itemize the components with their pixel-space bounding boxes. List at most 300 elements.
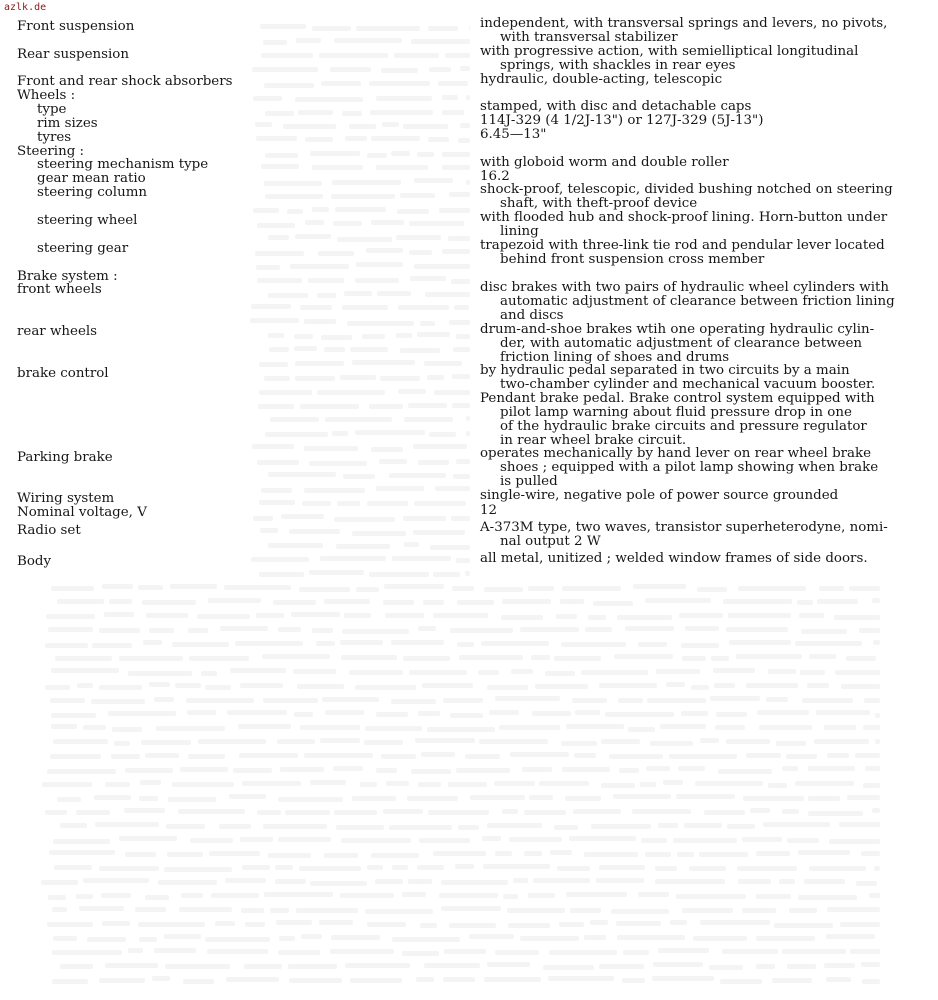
bleed-through-mark: [283, 124, 336, 129]
value-line: 16.2: [480, 169, 510, 184]
bleed-through-mark: [442, 95, 458, 100]
bleed-through-mark: [663, 780, 683, 785]
bleed-through-mark: [211, 893, 259, 898]
bleed-through-mark: [738, 586, 806, 591]
bleed-through-mark: [181, 893, 203, 898]
bleed-through-mark: [51, 713, 96, 718]
bleed-through-mark: [250, 318, 299, 323]
bleed-through-mark: [138, 585, 163, 590]
bleed-through-mark: [404, 542, 419, 547]
bleed-through-mark: [456, 334, 470, 339]
bleed-through-mark: [782, 809, 799, 814]
bleed-through-mark: [287, 209, 303, 214]
bleed-through-mark: [186, 698, 254, 703]
bleed-through-mark: [424, 963, 480, 968]
bleed-through-mark: [319, 53, 388, 58]
bleed-through-mark: [99, 978, 144, 983]
bleed-through-mark: [352, 531, 406, 536]
bleed-through-mark: [396, 235, 441, 240]
bleed-through-mark: [817, 599, 858, 604]
bleed-through-mark: [105, 963, 158, 968]
bleed-through-mark: [397, 209, 429, 214]
bleed-through-mark: [681, 711, 708, 716]
bleed-through-mark: [109, 599, 132, 604]
bleed-through-mark: [310, 881, 367, 886]
bleed-through-mark: [403, 516, 446, 521]
bleed-through-mark: [324, 853, 358, 858]
bleed-through-mark: [742, 908, 776, 913]
bleed-through-mark: [46, 614, 95, 619]
bleed-through-mark: [367, 153, 386, 158]
bleed-through-mark: [270, 908, 289, 913]
bleed-through-mark: [418, 460, 449, 465]
bleed-through-mark: [481, 641, 550, 646]
bleed-through-mark: [420, 923, 437, 928]
bleed-through-mark: [278, 627, 301, 632]
bleed-through-mark: [418, 782, 441, 787]
bleed-through-mark: [376, 486, 424, 491]
value-line: disc brakes with two pairs of hydraulic wheel cylinders with: [480, 280, 890, 295]
bleed-through-mark: [295, 376, 335, 381]
bleed-through-mark: [240, 837, 274, 842]
spec-value-steering-gear: [480, 239, 900, 267]
bleed-through-mark: [759, 725, 813, 730]
bleed-through-mark: [263, 824, 327, 829]
bleed-through-mark: [276, 920, 312, 925]
bleed-through-mark: [682, 656, 706, 661]
bleed-through-mark: [400, 348, 440, 353]
bleed-through-mark: [295, 234, 331, 239]
value-line: automatic adjustment of clearance between friction lining: [500, 294, 895, 309]
spec-label-steering-gear: steering gear: [37, 241, 129, 256]
bleed-through-mark: [402, 951, 440, 956]
bleed-through-mark: [460, 123, 470, 128]
bleed-through-mark: [444, 949, 486, 954]
value-line: with globoid worm and double roller: [480, 155, 729, 170]
bleed-through-mark: [41, 880, 78, 885]
bleed-through-mark: [226, 977, 279, 982]
bleed-through-mark: [95, 822, 159, 827]
bleed-through-mark: [391, 699, 436, 704]
bleed-through-mark: [333, 766, 364, 771]
bleed-through-mark: [428, 137, 449, 142]
bleed-through-mark: [550, 850, 572, 855]
bleed-through-mark: [465, 571, 470, 576]
bleed-through-mark: [865, 766, 880, 771]
bleed-through-mark: [291, 612, 340, 617]
bleed-through-mark: [641, 838, 667, 843]
bleed-through-mark: [807, 683, 829, 688]
bleed-through-mark: [501, 615, 542, 620]
value-line: of the hydraulic brake circuits and pressure regulator: [500, 419, 867, 434]
bleed-through-mark: [259, 362, 288, 367]
bleed-through-mark: [768, 783, 787, 788]
bleed-through-mark: [99, 685, 143, 690]
bleed-through-mark: [251, 557, 309, 562]
bleed-through-mark: [260, 528, 279, 533]
bleed-through-mark: [789, 908, 817, 913]
bleed-through-mark: [209, 851, 260, 856]
bleed-through-mark: [380, 376, 420, 381]
bleed-through-mark: [839, 822, 880, 827]
bleed-through-mark: [422, 683, 473, 688]
bleed-through-mark: [335, 207, 386, 212]
spec-value-rim-sizes: [480, 114, 900, 128]
bleed-through-mark: [711, 656, 729, 661]
bleed-through-mark: [565, 796, 601, 801]
bleed-through-mark: [700, 738, 719, 743]
bleed-through-mark: [520, 936, 579, 941]
bleed-through-mark: [457, 642, 475, 647]
bleed-through-mark: [183, 979, 214, 984]
bleed-through-mark: [356, 587, 379, 592]
bleed-through-mark: [356, 26, 419, 31]
bleed-through-mark: [259, 500, 295, 505]
bleed-through-mark: [510, 752, 569, 757]
bleed-through-mark: [841, 684, 880, 689]
bleed-through-mark: [362, 334, 385, 339]
bleed-through-mark: [417, 152, 434, 157]
bleed-through-mark: [774, 923, 833, 928]
bleed-through-mark: [695, 781, 763, 786]
bleed-through-mark: [652, 976, 714, 981]
bleed-through-mark: [699, 852, 747, 857]
bleed-through-mark: [613, 794, 671, 799]
bleed-through-mark: [114, 741, 130, 746]
bleed-through-mark: [829, 839, 880, 844]
bleed-through-mark: [360, 782, 377, 787]
bleed-through-mark: [465, 754, 500, 759]
bleed-through-mark: [139, 796, 158, 801]
bleed-through-mark: [124, 808, 165, 813]
bleed-through-mark: [531, 655, 551, 660]
bleed-through-mark: [466, 180, 470, 185]
bleed-through-mark: [149, 682, 170, 687]
value-line: is pulled: [500, 474, 558, 489]
bleed-through-mark: [341, 655, 397, 660]
bleed-through-mark: [369, 81, 430, 86]
bleed-through-mark: [427, 727, 495, 732]
bleed-through-mark: [808, 811, 862, 816]
bleed-through-mark: [305, 137, 333, 142]
bleed-through-mark: [756, 936, 815, 941]
bleed-through-mark: [92, 643, 132, 648]
bleed-through-mark: [415, 738, 474, 743]
bleed-through-mark: [220, 626, 268, 631]
bleed-through-mark: [593, 601, 634, 606]
bleed-through-mark: [317, 390, 385, 395]
bleed-through-mark: [355, 278, 399, 283]
bleed-through-mark: [235, 641, 303, 646]
bleed-through-mark: [76, 894, 93, 899]
bleed-through-mark: [524, 851, 541, 856]
bleed-through-mark: [539, 781, 589, 786]
bleed-through-mark: [614, 654, 673, 659]
bleed-through-mark: [872, 808, 880, 813]
bleed-through-mark: [484, 587, 523, 592]
spec-value-voltage: [480, 504, 900, 518]
bleed-through-mark: [229, 794, 267, 799]
spec-label-shock-absorbers: Front and rear shock absorbers: [17, 74, 233, 89]
bleed-through-mark: [746, 753, 781, 758]
bleed-through-mark: [605, 712, 674, 717]
bleed-through-mark: [802, 698, 853, 703]
bleed-through-mark: [679, 613, 723, 618]
bleed-through-mark: [384, 584, 444, 589]
bleed-through-mark: [573, 809, 621, 814]
bleed-through-mark: [94, 795, 131, 800]
bleed-through-mark: [746, 683, 797, 688]
bleed-through-mark: [601, 739, 639, 744]
bleed-through-mark: [400, 193, 435, 198]
bleed-through-mark: [48, 627, 93, 632]
bleed-through-mark: [356, 262, 403, 267]
bleed-through-mark: [416, 977, 435, 982]
bleed-through-mark: [673, 838, 737, 843]
bleed-through-mark: [371, 447, 403, 452]
bleed-through-mark: [826, 934, 875, 939]
bleed-through-mark: [175, 683, 200, 688]
bleed-through-mark: [257, 810, 281, 815]
bleed-through-mark: [766, 697, 788, 702]
bleed-through-mark: [670, 920, 687, 925]
bleed-through-mark: [697, 587, 727, 592]
spec-label-steering-heading: Steering :: [17, 144, 85, 159]
bleed-through-mark: [453, 347, 470, 352]
bleed-through-mark: [77, 683, 93, 688]
bleed-through-mark: [289, 978, 342, 983]
bleed-through-mark: [337, 237, 392, 242]
bleed-through-mark: [343, 474, 375, 479]
bleed-through-mark: [366, 248, 404, 253]
value-line: behind front suspension cross member: [500, 252, 765, 267]
bleed-through-mark: [389, 473, 446, 478]
bleed-through-mark: [693, 936, 747, 941]
bleed-through-mark: [125, 852, 156, 857]
spec-label-front-suspension: Front suspension: [17, 19, 135, 34]
bleed-through-mark: [392, 937, 460, 942]
bleed-through-mark: [383, 600, 414, 605]
value-line: der, with automatic adjustment of clearance between: [500, 336, 863, 351]
bleed-through-mark: [824, 725, 856, 730]
bleed-through-mark: [334, 517, 395, 522]
bleed-through-mark: [428, 26, 459, 31]
bleed-through-mark: [104, 612, 134, 617]
bleed-through-mark: [787, 838, 818, 843]
value-line: two-chamber cylinder and mechanical vacuum booster.: [500, 377, 876, 392]
bleed-through-mark: [83, 725, 106, 730]
bleed-through-mark: [556, 614, 577, 619]
bleed-through-mark: [383, 809, 423, 814]
bleed-through-mark: [575, 710, 601, 715]
bleed-through-mark: [225, 878, 265, 883]
bleed-through-mark: [872, 598, 880, 603]
bleed-through-mark: [414, 264, 470, 269]
bleed-through-mark: [367, 865, 384, 870]
bleed-through-mark: [801, 629, 847, 634]
bleed-through-mark: [149, 628, 174, 633]
bleed-through-mark: [503, 894, 518, 899]
bleed-through-mark: [207, 949, 268, 954]
bleed-through-mark: [873, 640, 880, 645]
bleed-through-mark: [261, 164, 299, 169]
bleed-through-mark: [457, 600, 494, 605]
bleed-through-mark: [350, 978, 402, 983]
bleed-through-mark: [487, 823, 542, 828]
bleed-through-mark: [108, 711, 177, 716]
bleed-through-mark: [156, 726, 225, 731]
bleed-through-mark: [418, 626, 437, 631]
bleed-through-mark: [638, 642, 667, 647]
spec-value-rear-suspension: [480, 45, 900, 73]
bleed-through-mark: [862, 979, 880, 984]
bleed-through-mark: [704, 810, 746, 815]
bleed-through-mark: [443, 698, 483, 703]
bleed-through-mark: [285, 810, 330, 815]
spec-label-body: Body: [17, 554, 52, 569]
bleed-through-mark: [409, 250, 431, 255]
bleed-through-mark: [187, 710, 216, 715]
bleed-through-mark: [252, 444, 294, 449]
bleed-through-mark: [79, 906, 124, 911]
bleed-through-mark: [522, 767, 552, 772]
bleed-through-mark: [418, 711, 440, 716]
bleed-through-mark: [253, 516, 273, 521]
bleed-through-mark: [442, 165, 470, 170]
bleed-through-mark: [660, 724, 707, 729]
bleed-through-mark: [658, 823, 678, 828]
bleed-through-mark: [198, 739, 266, 744]
value-line: and discs: [500, 308, 564, 323]
value-line: in rear wheel brake circuit.: [500, 433, 687, 448]
bleed-through-mark: [263, 40, 287, 45]
bleed-through-mark: [716, 712, 747, 717]
bleed-through-mark: [261, 53, 313, 58]
bleed-through-mark: [352, 796, 395, 801]
value-line: drum-and-shoe brakes wtih one operating hydraulic cylin-: [480, 322, 875, 337]
bleed-through-mark: [772, 978, 813, 983]
bleed-through-mark: [846, 656, 876, 661]
bleed-through-mark: [588, 615, 606, 620]
bleed-through-mark: [720, 979, 762, 984]
bleed-through-mark: [382, 122, 399, 127]
bleed-through-mark: [625, 626, 673, 631]
bleed-through-mark: [53, 936, 77, 941]
bleed-through-mark: [52, 979, 88, 984]
bleed-through-mark: [270, 417, 319, 422]
bleed-through-mark: [391, 151, 410, 156]
bleed-through-mark: [549, 950, 617, 955]
bleed-through-mark: [367, 922, 406, 927]
value-line: springs, with shackles in rear eyes: [500, 58, 736, 73]
bleed-through-mark: [164, 867, 232, 872]
bleed-through-mark: [398, 305, 449, 310]
bleed-through-mark: [645, 852, 671, 857]
bleed-through-mark: [591, 824, 651, 829]
bleed-through-mark: [344, 613, 371, 618]
bleed-through-mark: [146, 613, 188, 618]
bleed-through-mark: [847, 795, 880, 800]
bleed-through-mark: [757, 710, 808, 715]
bleed-through-mark: [296, 38, 321, 43]
bleed-through-mark: [245, 922, 265, 927]
bleed-through-mark: [599, 865, 645, 870]
bleed-through-mark: [105, 782, 130, 787]
bleed-through-mark: [265, 111, 295, 116]
bleed-through-mark: [392, 556, 451, 561]
bleed-through-mark: [782, 766, 798, 771]
bleed-through-mark: [622, 978, 645, 983]
bleed-through-mark: [340, 893, 394, 898]
bleed-through-mark: [743, 796, 803, 801]
bleed-through-mark: [332, 180, 401, 185]
bleed-through-mark: [816, 710, 870, 715]
bleed-through-mark: [709, 965, 743, 970]
bleed-through-mark: [487, 685, 528, 690]
bleed-through-mark: [189, 656, 248, 661]
bleed-through-mark: [344, 291, 373, 296]
bleed-through-mark: [524, 810, 565, 815]
bleed-through-mark: [835, 670, 880, 675]
bleed-through-mark: [55, 656, 112, 661]
bleed-through-mark: [466, 416, 470, 421]
bleed-through-mark: [618, 698, 642, 703]
bleed-through-mark: [433, 613, 488, 618]
bleed-through-mark: [738, 879, 771, 884]
bleed-through-mark: [599, 683, 656, 688]
bleed-through-mark: [403, 124, 448, 129]
bleed-through-mark: [293, 669, 336, 674]
bleed-through-mark: [581, 670, 647, 675]
bleed-through-mark: [60, 964, 93, 969]
bleed-through-mark: [256, 613, 285, 618]
bleed-through-mark: [617, 615, 672, 620]
bleed-through-mark: [60, 823, 87, 828]
value-line: shaft, with theft-proof device: [500, 196, 698, 211]
bleed-through-mark: [499, 725, 560, 730]
bleed-through-mark: [875, 713, 880, 718]
bleed-through-mark: [681, 643, 719, 648]
bleed-through-mark: [729, 640, 791, 645]
bleed-through-mark: [278, 950, 321, 955]
value-line: pilot lamp warning about fluid pressure drop in one: [500, 405, 852, 420]
bleed-through-mark: [297, 684, 344, 689]
bleed-through-mark: [259, 572, 303, 577]
bleed-through-mark: [566, 724, 624, 729]
bleed-through-mark: [252, 67, 318, 72]
bleed-through-mark: [850, 949, 880, 954]
bleed-through-mark: [51, 724, 76, 729]
bleed-through-mark: [330, 67, 371, 72]
bleed-through-mark: [756, 964, 776, 969]
bleed-through-mark: [616, 921, 660, 926]
bleed-through-mark: [554, 656, 601, 661]
bleed-through-mark: [300, 404, 359, 409]
bleed-through-mark: [375, 879, 403, 884]
bleed-through-mark: [448, 236, 470, 241]
bleed-through-mark: [238, 724, 291, 729]
bleed-through-mark: [710, 696, 760, 701]
bleed-through-mark: [312, 628, 333, 633]
bleed-through-mark: [453, 474, 470, 479]
bleed-through-mark: [340, 375, 377, 380]
bleed-through-mark: [460, 66, 470, 71]
bleed-through-mark: [611, 909, 669, 914]
bleed-through-mark: [559, 922, 584, 927]
bleed-through-mark: [140, 780, 161, 785]
value-line: nal output 2 W: [500, 534, 601, 549]
bleed-through-mark: [83, 878, 149, 883]
